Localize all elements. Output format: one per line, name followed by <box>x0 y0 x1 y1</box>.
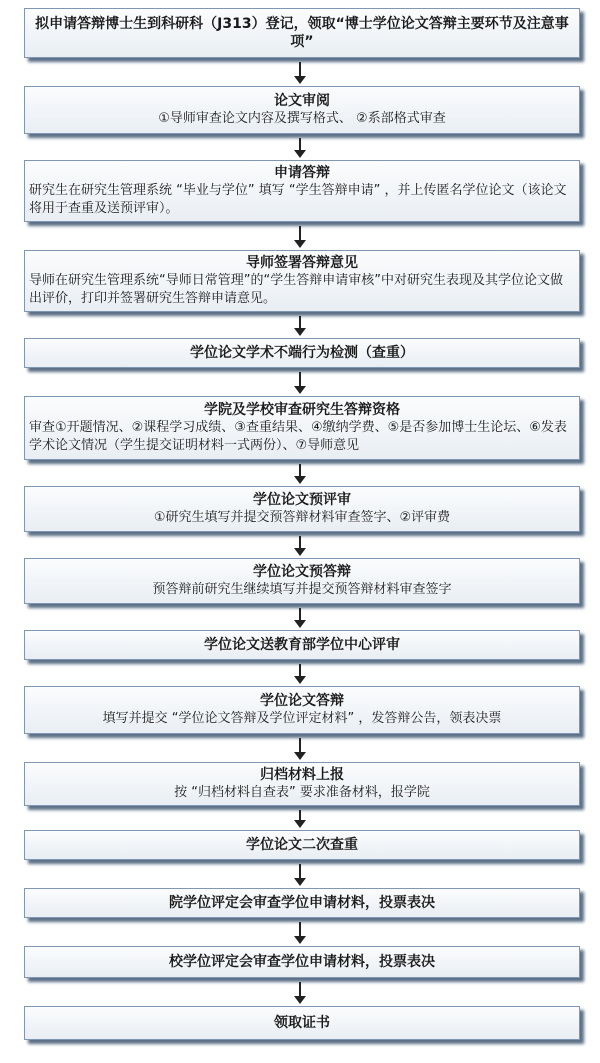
arrow-10 <box>294 738 306 760</box>
arrow-3 <box>294 226 306 248</box>
step-box-10 <box>24 686 580 734</box>
step-desc-3: 研究生在研究生管理系统 “毕业与学位” 填写 “学生答辩申请” ，并上传匿名学位论文（该论文将用于查重及送预评审）。 <box>29 183 567 216</box>
step-title-2: 论文审阅 <box>274 93 330 109</box>
arrow-9 <box>294 664 306 684</box>
step-box-7 <box>24 486 580 532</box>
step-title-12: 学位论文二次查重 <box>246 837 358 853</box>
step-box-8 <box>24 558 580 604</box>
step-title-5: 学位论文学术不端行为检测（查重） <box>190 345 414 361</box>
arrow-4 <box>294 316 306 336</box>
arrow-5 <box>294 372 306 394</box>
step-box-5 <box>24 338 580 368</box>
step-title-13: 院学位评定会审查学位申请材料，投票表决 <box>169 895 435 911</box>
step-title-15: 领取证书 <box>274 1015 330 1031</box>
step-box-1 <box>24 8 580 58</box>
step-box-13 <box>24 888 580 918</box>
arrow-8 <box>294 608 306 628</box>
arrow-13 <box>294 922 306 944</box>
step-box-4 <box>24 250 580 312</box>
arrow-6 <box>294 464 306 484</box>
arrow-2 <box>294 138 306 158</box>
step-box-9 <box>24 630 580 660</box>
step-box-2 <box>24 86 580 134</box>
step-title-4: 导师签署答辩意见 <box>246 255 358 271</box>
arrow-11 <box>294 810 306 828</box>
arrow-12 <box>294 864 306 886</box>
step-box-6 <box>24 396 580 460</box>
step-box-12 <box>24 830 580 860</box>
step-box-14 <box>24 946 580 978</box>
step-box-15 <box>24 1006 580 1040</box>
step-title-1: 拟申请答辩博士生到科研科（J313）登记，领取“博士学位论文答辩主要环节及注意事项” <box>35 16 569 50</box>
step-desc-4: 导师在研究生管理系统“导师日常管理”的“学生答辩申请审核”中对研究生表现及其学位论文做出评价，打印并签署研究生答辩申请意见。 <box>29 273 563 306</box>
step-title-8: 学位论文预答辩 <box>253 564 351 580</box>
step-desc-8: 预答辩前研究生继续填写并提交预答辩材料审查签字 <box>152 582 452 597</box>
arrow-7 <box>294 536 306 556</box>
step-title-14: 校学位评定会审查学位申请材料，投票表决 <box>169 954 435 970</box>
step-title-3: 申请答辩 <box>274 165 330 181</box>
step-box-3 <box>24 160 580 222</box>
step-title-7: 学位论文预评审 <box>253 492 351 508</box>
arrow-1 <box>294 62 306 84</box>
step-box-11 <box>24 762 580 806</box>
step-desc-11: 按 “归档材料自查表” 要求准备材料，报学院 <box>174 785 430 800</box>
step-title-10: 学位论文答辩 <box>260 693 344 709</box>
step-desc-2: ①导师审查论文内容及撰写格式、 ②系部格式审查 <box>158 111 446 126</box>
arrow-14 <box>294 982 306 1004</box>
step-desc-10: 填写并提交 “学位论文答辩及学位评定材料” ，发答辩公告，领表决票 <box>102 711 502 726</box>
step-title-6: 学院及学校审查研究生答辩资格 <box>204 402 400 418</box>
step-desc-7: ①研究生填写并提交预答辩材料审查签字、②评审费 <box>153 510 451 525</box>
step-title-9: 学位论文送教育部学位中心评审 <box>204 637 400 653</box>
step-title-11: 归档材料上报 <box>260 767 344 783</box>
step-desc-6: 审查①开题情况、②课程学习成绩、③查重结果、④缴纳学费、⑤是否参加博士生论坛、⑥发表学术论文情况（学生提交证明材料一式两份）、⑦导师意见 <box>29 420 567 453</box>
